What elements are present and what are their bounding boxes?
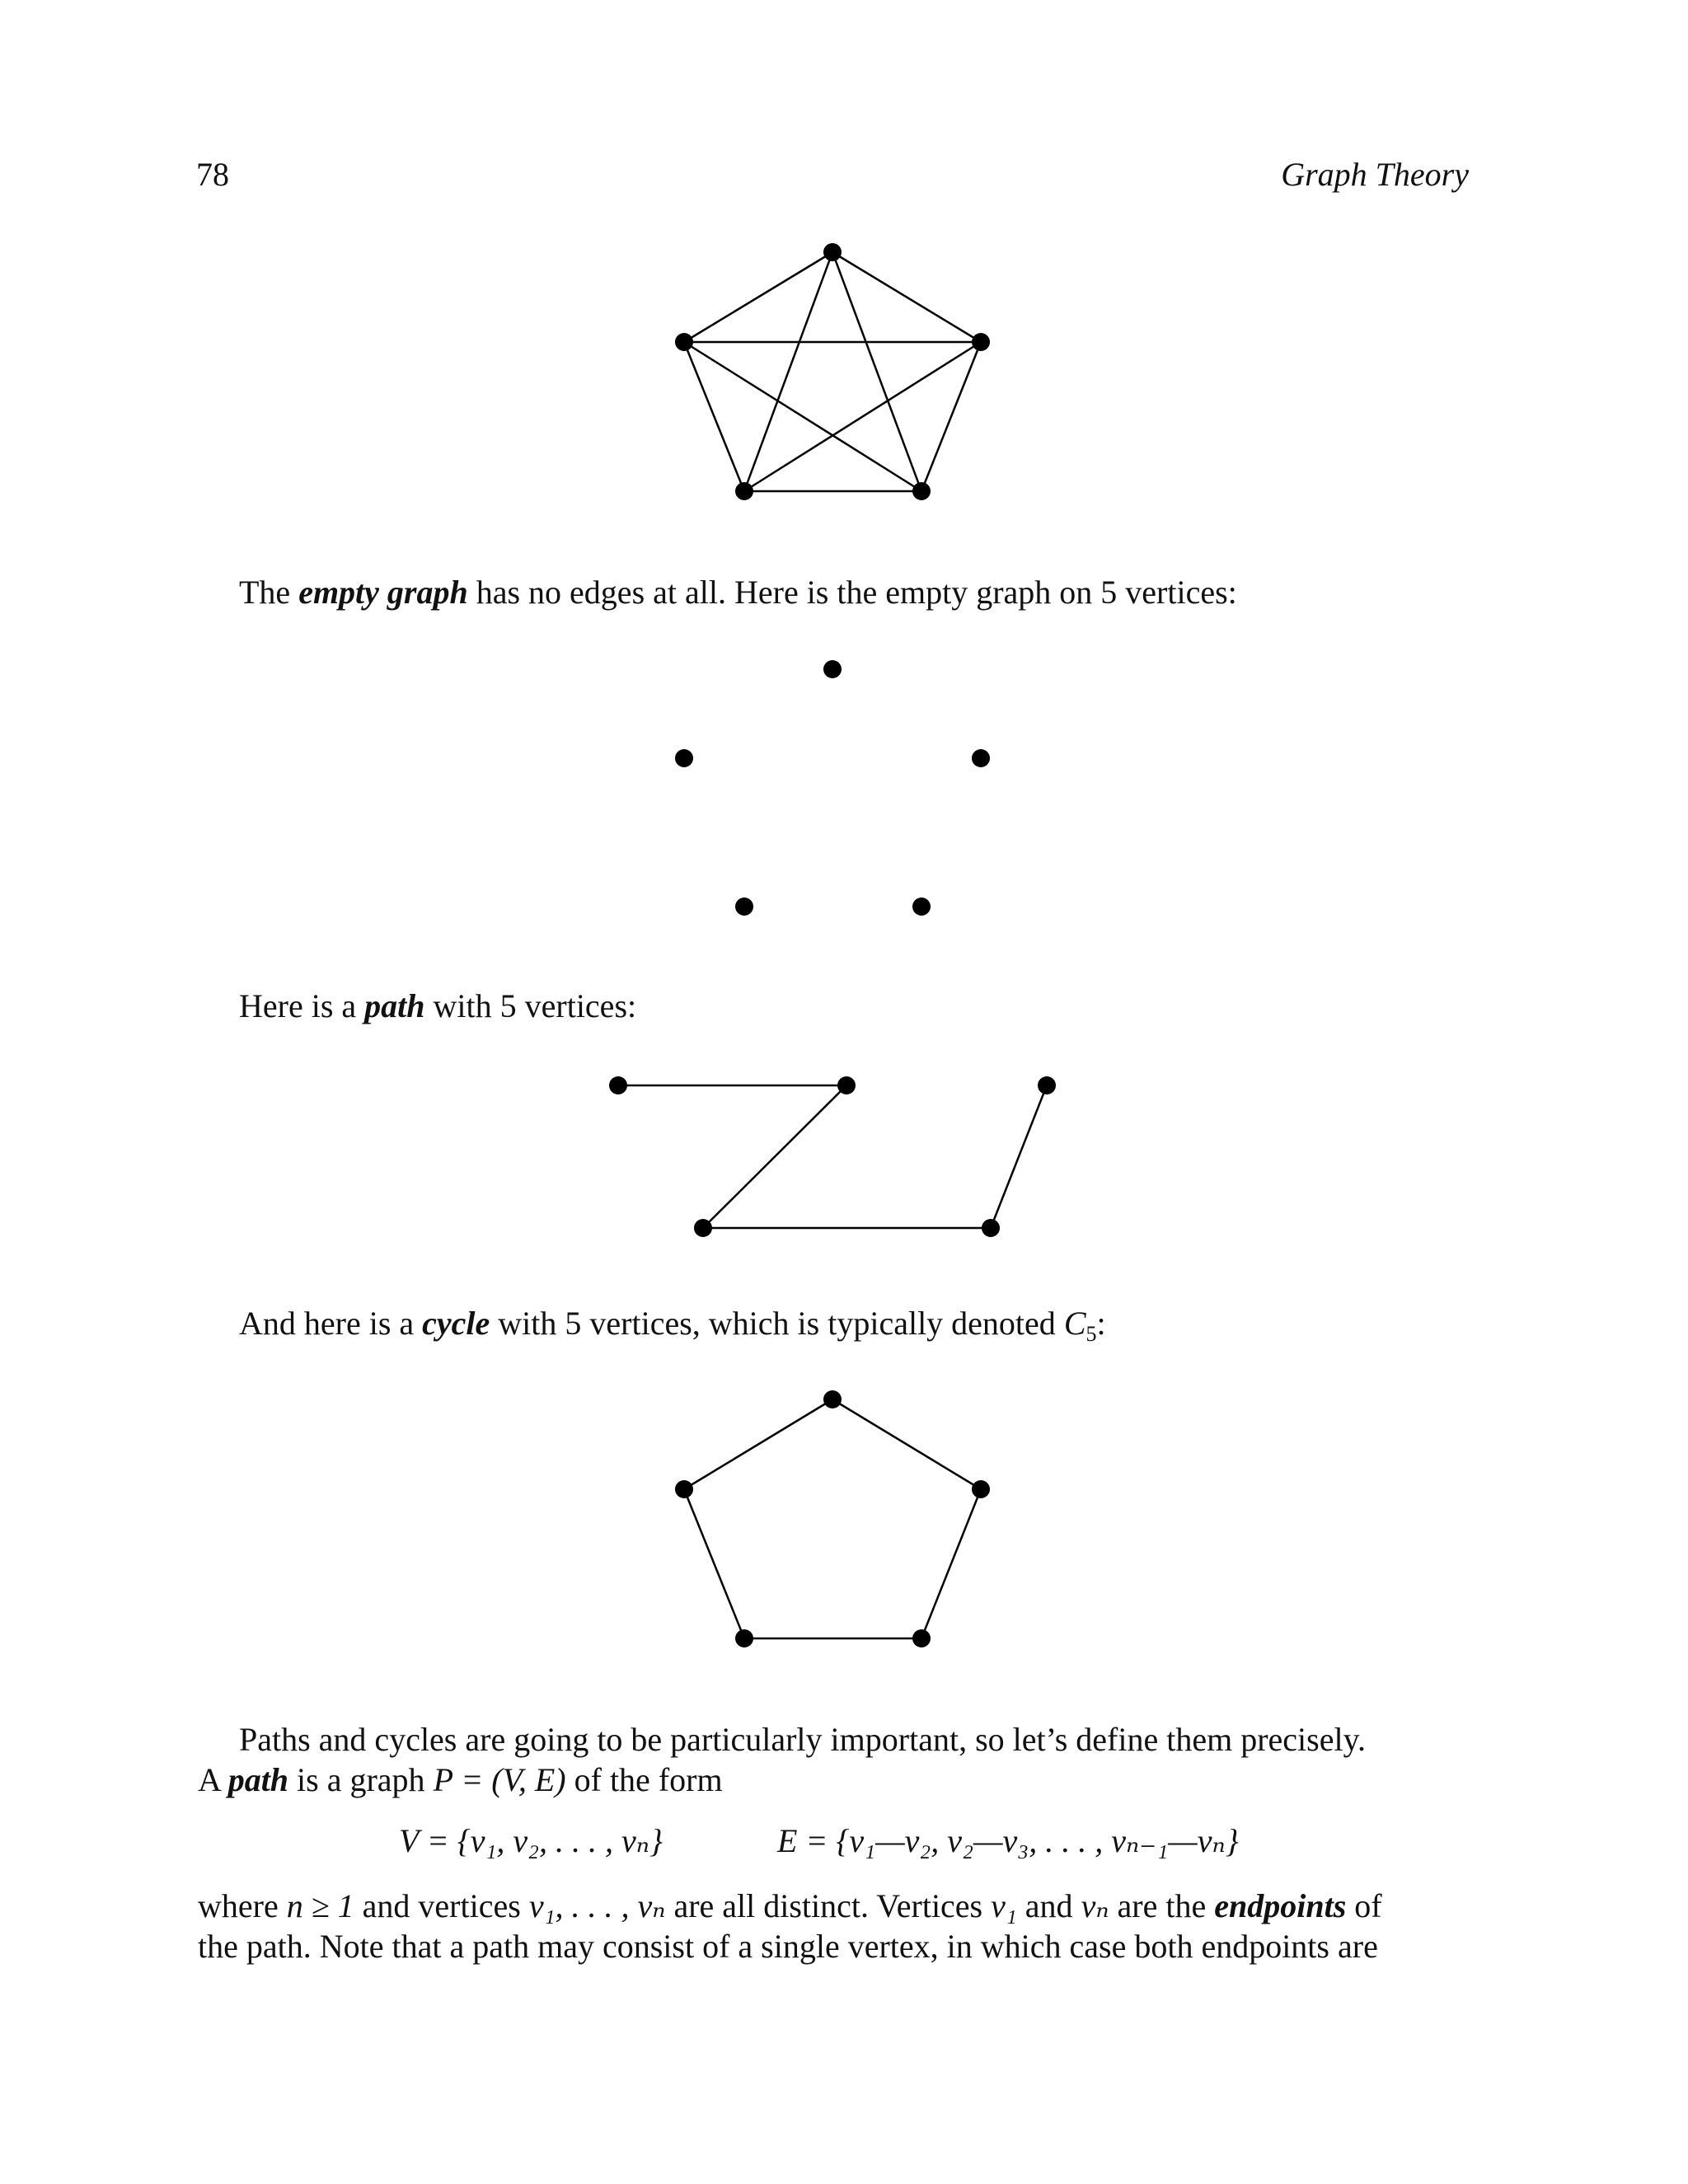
edge bbox=[832, 252, 981, 342]
last-line: the path. Note that a path may consist of a single vertex, in which case both endpoints are bbox=[198, 1928, 1378, 1965]
edge bbox=[744, 252, 832, 491]
path-graph-figure bbox=[0, 1055, 1688, 1253]
page-number: 78 bbox=[196, 156, 229, 193]
vertex bbox=[1038, 1076, 1056, 1094]
vertex bbox=[912, 898, 931, 916]
edge bbox=[832, 252, 921, 491]
vertex bbox=[982, 1219, 1000, 1237]
path-intro-paragraph: Here is a path with 5 vertices: bbox=[239, 987, 637, 1024]
edge bbox=[684, 342, 921, 491]
where-line: where n ≥ 1 and vertices v₁, . . . , vₙ are all distinct. Vertices v₁ and vₙ are the endpoints of bbox=[198, 1887, 1382, 1924]
running-title: Graph Theory bbox=[1281, 156, 1469, 193]
vertex bbox=[675, 1480, 693, 1498]
term-endpoints: endpoints bbox=[1214, 1887, 1347, 1924]
equation-vertex-set: V = {v₁, v₂, . . . , vₙ} bbox=[399, 1822, 663, 1859]
vertex bbox=[912, 1629, 931, 1647]
vertex bbox=[823, 243, 842, 261]
vertex bbox=[735, 482, 753, 500]
definition-line-2: A path is a graph P = (V, E) of the form bbox=[198, 1761, 723, 1798]
equation-edge-set: E = {v₁—v₂, v₂—v₃, . . . , vₙ₋₁—vₙ} bbox=[777, 1822, 1239, 1859]
vertex bbox=[735, 898, 753, 916]
vertex bbox=[823, 660, 842, 678]
edge bbox=[703, 1085, 846, 1228]
vertex bbox=[972, 1480, 990, 1498]
edge bbox=[744, 342, 981, 491]
term-cycle: cycle bbox=[422, 1305, 490, 1342]
empty-graph-paragraph: The empty graph has no edges at all. Here is the empty graph on 5 vertices: bbox=[239, 574, 1237, 611]
edge bbox=[921, 1489, 981, 1638]
edge bbox=[991, 1085, 1047, 1228]
vertex bbox=[675, 749, 693, 767]
vertex bbox=[823, 1390, 842, 1408]
edge bbox=[832, 1399, 981, 1489]
edge bbox=[921, 342, 981, 491]
edge bbox=[684, 252, 832, 342]
edge bbox=[684, 1489, 744, 1638]
empty-graph-figure bbox=[0, 626, 1688, 940]
vertex bbox=[912, 482, 931, 500]
complete-graph-figure bbox=[0, 0, 1688, 577]
definition-line-1: Paths and cycles are going to be particularly important, so let’s define them precisely. bbox=[239, 1721, 1366, 1758]
term-path-definition: path bbox=[227, 1761, 289, 1798]
cycle-intro-paragraph: And here is a cycle with 5 vertices, which is typically denoted $C_5$: bbox=[239, 1305, 1106, 1346]
term-path: path bbox=[364, 987, 425, 1024]
vertex bbox=[837, 1076, 856, 1094]
vertex bbox=[735, 1629, 753, 1647]
vertex bbox=[675, 333, 693, 351]
vertex bbox=[694, 1219, 712, 1237]
edge bbox=[684, 1399, 832, 1489]
vertex bbox=[972, 333, 990, 351]
cycle-graph-figure bbox=[0, 1385, 1688, 1665]
edge bbox=[684, 342, 744, 491]
vertex bbox=[609, 1076, 627, 1094]
term-empty-graph: empty graph bbox=[298, 574, 468, 611]
formula-graph: P = (V, E) bbox=[433, 1761, 566, 1798]
vertex bbox=[972, 749, 990, 767]
